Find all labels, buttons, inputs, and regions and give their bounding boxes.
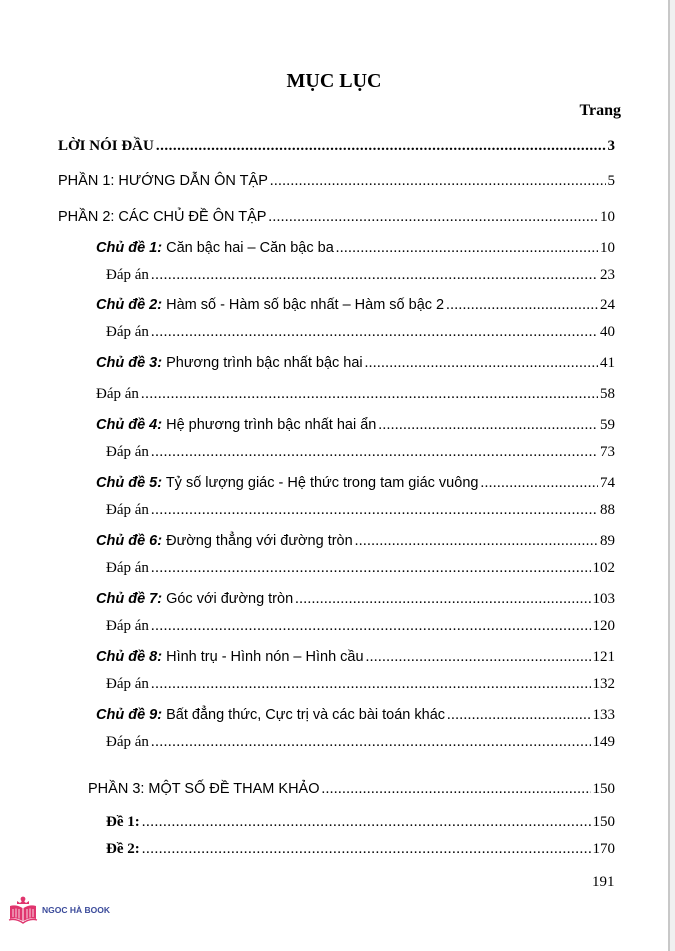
page-shadow xyxy=(670,0,675,951)
toc-entry-label: Phương trình bậc nhất bậc hai xyxy=(162,355,363,371)
page-column-label: Trang xyxy=(579,102,621,119)
toc-entry-label: Đề 1: xyxy=(106,814,140,830)
toc-entry-topic-2[interactable] xyxy=(96,297,615,314)
leader-dots xyxy=(336,240,598,257)
toc-entry-page: 41 xyxy=(600,355,615,371)
toc-entry-label: PHẦN 3: MỘT SỐ ĐỀ THAM KHẢO xyxy=(88,781,320,797)
leader-dots xyxy=(447,707,590,724)
leader-dots xyxy=(151,502,598,519)
toc-entry-page: 59 xyxy=(600,417,615,433)
toc-entry-page: 10 xyxy=(600,209,615,225)
toc-entry-page: 10 xyxy=(600,240,615,256)
toc-entry-page: 150 xyxy=(592,814,615,830)
toc-entry-label: PHẦN 1: HƯỚNG DẪN ÔN TẬP xyxy=(58,173,268,189)
leader-dots xyxy=(156,138,606,155)
toc-entry-label: Đáp án xyxy=(106,502,149,518)
leader-dots xyxy=(295,591,590,608)
toc-entry-page: 89 xyxy=(600,533,615,549)
leader-dots xyxy=(355,533,598,550)
toc-entry-topic-9[interactable] xyxy=(96,707,615,724)
toc-entry-page: 149 xyxy=(592,734,615,750)
leader-dots xyxy=(151,618,591,635)
topic-prefix: Chủ đề 7: xyxy=(96,591,163,607)
toc-entry-page: 170 xyxy=(592,841,615,857)
toc-entry-exam-1[interactable] xyxy=(106,814,615,831)
toc-entry-page: 150 xyxy=(592,781,615,797)
toc-entry-label: Đường thẳng với đường tròn xyxy=(162,533,353,549)
toc-entry-topic-3[interactable] xyxy=(96,355,615,372)
topic-prefix: Chủ đề 4: xyxy=(96,417,163,433)
toc-entry-label: Đáp án xyxy=(106,444,149,460)
toc-entry-part-1[interactable] xyxy=(58,173,615,190)
leader-dots xyxy=(322,781,591,798)
leader-dots xyxy=(365,355,598,372)
toc-entry-part-3[interactable] xyxy=(88,781,615,798)
toc-entry-topic-1[interactable] xyxy=(96,240,615,257)
toc-entry-page: 88 xyxy=(600,502,615,518)
page-number: 191 xyxy=(592,874,615,890)
toc-entry-label: Hình trụ - Hình nón – Hình cầu xyxy=(162,649,364,665)
toc-entry-page: 74 xyxy=(600,475,615,491)
leader-dots xyxy=(142,814,591,831)
toc-entry-page: 3 xyxy=(607,138,615,154)
toc-entry-page: 102 xyxy=(592,560,615,576)
toc-entry-part-2[interactable] xyxy=(58,209,615,226)
toc-entry-page: 58 xyxy=(600,386,615,402)
toc-entry-page: 73 xyxy=(600,444,615,460)
toc-entry-answers-6[interactable] xyxy=(106,560,615,577)
toc-entry-topic-4[interactable] xyxy=(96,417,615,434)
toc-entry-page: 24 xyxy=(600,297,615,313)
leader-dots xyxy=(480,475,598,492)
toc-entry-exam-2[interactable] xyxy=(106,841,615,858)
toc-entry-label: Đáp án xyxy=(106,734,149,750)
toc-entry-answers-8[interactable] xyxy=(106,676,615,693)
topic-prefix: Chủ đề 5: xyxy=(96,475,163,491)
toc-entry-label: Đáp án xyxy=(106,267,149,283)
toc-entry-label: Đáp án xyxy=(106,324,149,340)
toc-entry-page: 133 xyxy=(592,707,615,723)
toc-entry-page: 40 xyxy=(600,324,615,340)
toc-entry-page: 23 xyxy=(600,267,615,283)
leader-dots xyxy=(141,386,598,403)
leader-dots xyxy=(151,560,591,577)
toc-entry-page: 120 xyxy=(592,618,615,634)
toc-entry-preface[interactable] xyxy=(58,138,615,155)
topic-prefix: Chủ đề 2: xyxy=(96,297,163,313)
leader-dots xyxy=(151,444,598,461)
topic-prefix: Chủ đề 8: xyxy=(96,649,163,665)
toc-entry-label: PHẦN 2: CÁC CHỦ ĐỀ ÔN TẬP xyxy=(58,209,267,225)
leader-dots xyxy=(151,267,598,284)
leader-dots xyxy=(270,173,606,190)
toc-entry-topic-8[interactable] xyxy=(96,649,615,666)
toc-entry-answers-4[interactable] xyxy=(106,444,615,461)
toc-entry-topic-7[interactable] xyxy=(96,591,615,608)
toc-entry-label: Bất đẳng thức, Cực trị và các bài toán khác xyxy=(162,707,446,723)
topic-prefix: Chủ đề 3: xyxy=(96,355,163,371)
toc-entry-answers-5[interactable] xyxy=(106,502,615,519)
toc-title: MỤC LỤC xyxy=(286,70,382,92)
toc-entry-page: 5 xyxy=(607,173,615,189)
toc-entry-page: 103 xyxy=(592,591,615,607)
toc-entry-answers-2[interactable] xyxy=(106,324,615,341)
toc-entry-label: Đáp án xyxy=(96,386,139,402)
toc-entry-answers-1[interactable] xyxy=(106,267,615,284)
open-book-logo-icon xyxy=(8,896,38,924)
toc-entry-label: LỜI NÓI ĐẦU xyxy=(58,138,154,154)
toc-entry-label: Tỷ số lượng giác - Hệ thức trong tam giác vuông xyxy=(162,475,479,491)
toc-entry-page: 132 xyxy=(592,676,615,692)
toc-entry-label: Căn bậc hai – Căn bậc ba xyxy=(162,240,334,256)
leader-dots xyxy=(142,841,591,858)
leader-dots xyxy=(151,734,591,751)
leader-dots xyxy=(378,417,598,434)
leader-dots xyxy=(446,297,598,314)
leader-dots xyxy=(151,676,591,693)
toc-entry-label: Hàm số - Hàm số bậc nhất – Hàm số bậc 2 xyxy=(162,297,445,313)
toc-entry-label: Đáp án xyxy=(106,618,149,634)
topic-prefix: Chủ đề 6: xyxy=(96,533,163,549)
leader-dots xyxy=(366,649,591,666)
toc-entry-label: Hệ phương trình bậc nhất hai ẩn xyxy=(162,417,377,433)
toc-entry-answers-7[interactable] xyxy=(106,618,615,635)
publisher-logo xyxy=(8,896,110,924)
toc-entry-topic-5[interactable] xyxy=(96,475,615,492)
toc-entry-answers-3[interactable] xyxy=(96,386,615,403)
toc-entry-page: 121 xyxy=(592,649,615,665)
leader-dots xyxy=(268,209,598,226)
topic-prefix: Chủ đề 9: xyxy=(96,707,163,723)
toc-entry-label: Đáp án xyxy=(106,676,149,692)
toc-entry-answers-9[interactable] xyxy=(106,734,615,751)
logo-text: NGOC HÀ BOOK xyxy=(42,905,110,915)
topic-prefix: Chủ đề 1: xyxy=(96,240,163,256)
toc-entry-label: Đáp án xyxy=(106,560,149,576)
toc-entry-topic-6[interactable] xyxy=(96,533,615,550)
toc-entry-label: Đề 2: xyxy=(106,841,140,857)
toc-entry-label: Góc với đường tròn xyxy=(162,591,294,607)
leader-dots xyxy=(151,324,598,341)
